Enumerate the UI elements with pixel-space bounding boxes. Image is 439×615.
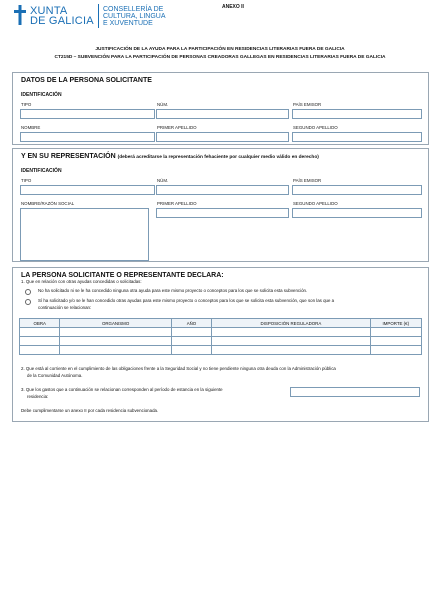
applicant-identification-label: IDENTIFICACIÓN — [21, 92, 62, 98]
applicant-tipo-label: TIPO — [21, 102, 32, 107]
declaration-section-title: LA PERSONA SOLICITANTE O REPRESENTANTE DECLARA: — [21, 272, 224, 279]
representative-nombre-label: NOMBRE/RAZÓN SOCIAL — [21, 201, 75, 206]
declaration-item-1: 1. Que en relación con otras ayudas concedidas o solicitadas: — [21, 279, 142, 284]
table-cell[interactable] — [60, 346, 171, 355]
table-cell[interactable] — [60, 328, 171, 337]
col-obra: OBRA — [20, 319, 60, 328]
option-no-aid-text: No ha solicitado ni se le ha concedido ninguna otra ayuda para este mismo proyecto o conceptos para los que se solicita esta subvención. — [38, 288, 308, 293]
declaration-section — [12, 267, 429, 422]
table-cell[interactable] — [212, 337, 370, 346]
option-no-aid-radio[interactable] — [25, 289, 31, 295]
table-cell[interactable] — [370, 328, 421, 337]
representative-apellido2-field[interactable] — [292, 208, 422, 218]
representative-nombre-field[interactable] — [20, 208, 149, 261]
xunta-logo — [14, 3, 174, 29]
annex-label: ANEXO II — [222, 4, 244, 10]
applicant-apellido1-field[interactable] — [156, 132, 289, 142]
applicant-num-field[interactable] — [156, 109, 289, 119]
declaration-footer-note: Debe cumplimentarse un anexo II por cada residencia subvencionada. — [21, 408, 159, 413]
table-cell[interactable] — [60, 337, 171, 346]
applicant-tipo-field[interactable] — [20, 109, 155, 119]
declaration-item-2-line1: 2. Que está al corriente en el cumplimiento de las obligaciones frente a la Seguridad Social y no tiene pendiente ninguna otra deuda con la Administración pública — [21, 366, 336, 371]
col-disposicion: DISPOSICIÓN REGULADORA — [212, 319, 370, 328]
representative-note: (deberá acreditarse la representación fehaciente por cualquier medio válido en derecho) — [117, 155, 319, 160]
table-row — [20, 346, 422, 355]
table-row — [20, 337, 422, 346]
col-importe: IMPORTE (€) — [370, 319, 421, 328]
declaration-item-2-line2: de la Comunidad Autónoma. — [27, 373, 83, 378]
table-cell[interactable] — [212, 328, 370, 337]
document-title: JUSTIFICACIÓN DE LA AYUDA PARA LA PARTICIPACIÓN EN RESIDENCIAS LITERARIAS FUERA DE GALICIA — [95, 47, 345, 52]
col-organismo: ORGANISMO — [60, 319, 171, 328]
representative-num-field[interactable] — [156, 185, 289, 195]
applicant-pais-label: PAÍS EMISOR — [293, 102, 322, 107]
option-other-aid-text-line2: continuación se relacionan: — [38, 305, 92, 310]
applicant-nombre-label: NOMBRE — [21, 125, 41, 130]
applicant-section-title: DATOS DE LA PERSONA SOLICITANTE — [21, 77, 152, 84]
representative-pais-field[interactable] — [292, 185, 422, 195]
logo-divider — [98, 4, 99, 28]
dept-name-line1: CONSELLERÍA DE — [103, 6, 164, 13]
org-name-line1: XUNTA — [30, 5, 68, 17]
table-cell[interactable] — [370, 337, 421, 346]
table-cell[interactable] — [370, 346, 421, 355]
table-cell[interactable] — [171, 346, 211, 355]
residence-field[interactable] — [290, 387, 420, 397]
applicant-apellido2-label: SEGUNDO APELLIDO — [293, 125, 338, 130]
option-other-aid-text-line1: Sí ha solicitado y/o se le han concedido otras ayudas para este mismo proyecto o conceptos para los que se solicita esta subvención, que son las que a — [38, 298, 335, 303]
declaration-item-3-line1: 3. Que los gastos que a continuación se relacionan corresponden al período de estancia en la siguiente — [21, 387, 223, 392]
dept-name-line3: E XUVENTUDE — [103, 20, 153, 27]
document-subtitle: CT215D – SUBVENCIÓN PARA LA PARTICIPACIÓN DE PERSONAS CREADORAS GALLEGAS EN RESIDENCIAS LITERARIAS FUERA DE GALICIA — [54, 55, 386, 60]
representative-apellido2-label: SEGUNDO APELLIDO — [293, 201, 338, 206]
table-cell[interactable] — [171, 337, 211, 346]
option-other-aid-radio[interactable] — [25, 299, 31, 305]
representative-pais-label: PAÍS EMISOR — [293, 178, 322, 183]
representative-section — [12, 148, 429, 262]
representative-title-text: Y EN SU REPRESENTACIÓN — [21, 153, 116, 160]
col-anio: AÑO — [171, 319, 211, 328]
table-cell[interactable] — [20, 337, 60, 346]
applicant-section — [12, 72, 429, 145]
declaration-item-3-line2: residencia: — [27, 394, 49, 399]
applicant-pais-field[interactable] — [292, 109, 422, 119]
table-cell[interactable] — [171, 328, 211, 337]
representative-num-label: NÚM. — [157, 178, 169, 183]
org-name-line2: DE GALICIA — [30, 15, 94, 27]
representative-tipo-field[interactable] — [20, 185, 155, 195]
representative-apellido1-label: PRIMER APELLIDO — [157, 201, 197, 206]
applicant-num-label: NÚM. — [157, 102, 169, 107]
table-cell[interactable] — [212, 346, 370, 355]
applicant-apellido1-label: PRIMER APELLIDO — [157, 125, 197, 130]
galicia-cross-icon — [14, 5, 26, 25]
representative-section-title — [21, 153, 319, 160]
representative-tipo-label: TIPO — [21, 178, 32, 183]
representative-apellido1-field[interactable] — [156, 208, 289, 218]
other-aid-table-header — [20, 319, 422, 328]
table-cell[interactable] — [20, 328, 60, 337]
table-row — [20, 328, 422, 337]
representative-identification-label: IDENTIFICACIÓN — [21, 168, 62, 174]
applicant-nombre-field[interactable] — [20, 132, 155, 142]
other-aid-table — [19, 318, 422, 355]
applicant-apellido2-field[interactable] — [292, 132, 422, 142]
dept-name-line2: CULTURA, LINGUA — [103, 13, 166, 20]
table-cell[interactable] — [20, 346, 60, 355]
